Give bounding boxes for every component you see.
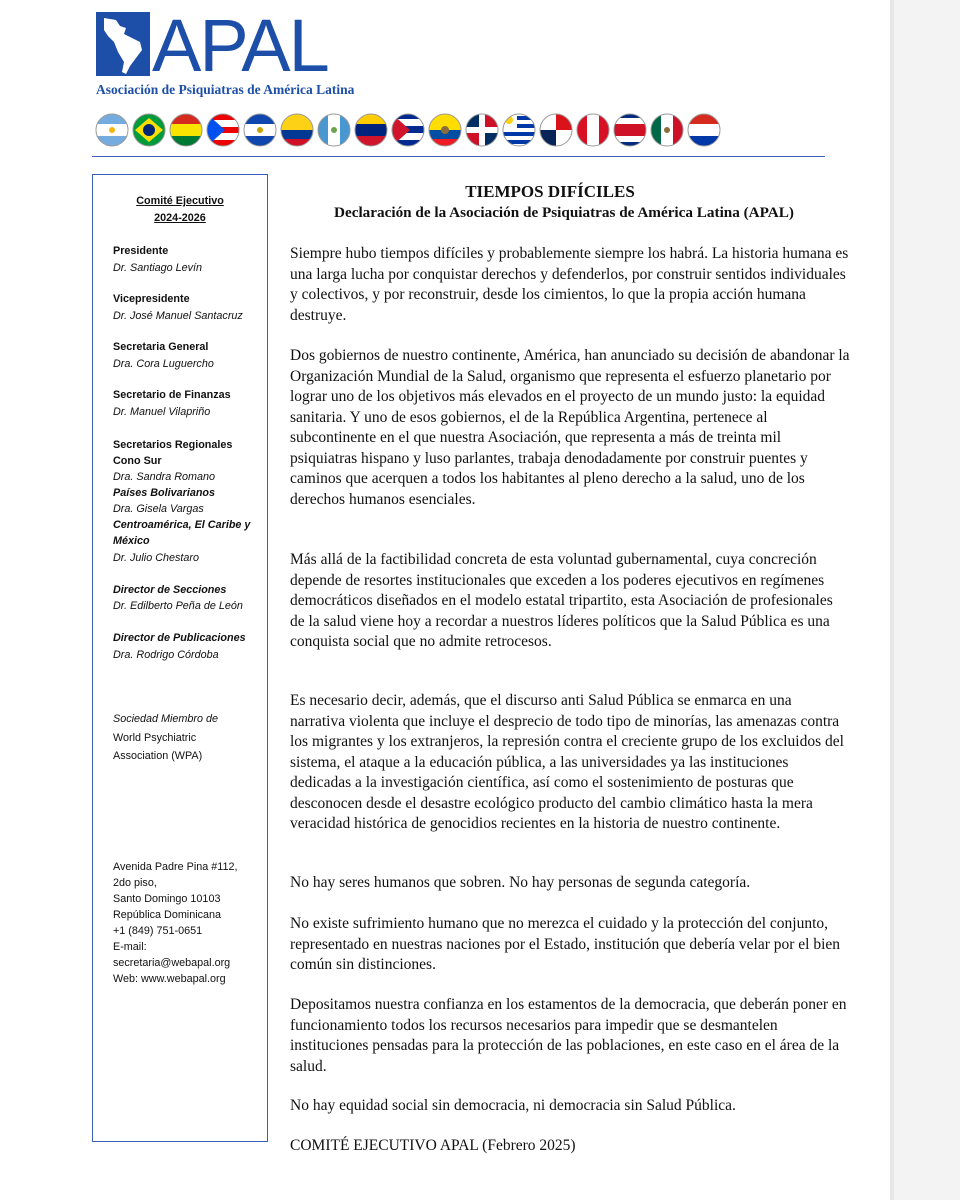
address-line-1: Avenida Padre Pina #112, (113, 861, 238, 873)
mexico-label: México (113, 535, 150, 547)
paragraph-2: Dos gobiernos de nuestro continente, América, han anunciado su decisión de abandonar la Organización Mundial de la Salud, organismo que representa el esfuerzo planetario por lograr uno de los objetivos más elevados en el proyecto de un mundo justo: la equidad sanitaria. Y uno de esos gobiernos, el de la República Argentina, pertenece al subcontinente en el que nuestra Asociación, que representa a más de treinta mil psiquiatras hispano y luso parlantes, trabaja denodadamente por construir puentes y caminos que acerquen a todos los habitantes al pleno derecho a la salud, uno de los derechos humanos esenciales. (290, 347, 850, 508)
logo-wordmark: APAL (152, 4, 328, 87)
executive-committee-sidebar (92, 174, 268, 1142)
secretary-general-name: Dra. Cora Luguercho (113, 358, 214, 370)
dominican-republic-flag-icon (464, 112, 500, 148)
latin-america-map-icon (96, 12, 150, 76)
brazil-flag-icon (131, 112, 167, 148)
publications-director-name: Dra. Rodrigo Córdoba (113, 649, 219, 661)
finance-secretary-name: Dr. Manuel Vilapriño (113, 406, 211, 418)
signature-line: COMITÉ EJECUTIVO APAL (Febrero 2025) (290, 1137, 576, 1154)
phone-number: +1 (849) 751-0651 (113, 925, 203, 937)
page-margin-strip (894, 0, 960, 1200)
paraguay-flag-icon (686, 112, 722, 148)
address-line-4: República Dominicana (113, 909, 222, 921)
member-line-3: Association (WPA) (113, 750, 203, 762)
colombia-flag-icon (279, 112, 315, 148)
ecuador-flag-icon (427, 112, 463, 148)
publications-director-label: Director de Publicaciones (113, 632, 246, 644)
committee-years: 2024-2026 (154, 212, 206, 224)
uruguay-flag-icon (501, 112, 537, 148)
centroamerica-label: Centroamérica, El Caribe y (113, 519, 251, 531)
sections-director-label: Director de Secciones (113, 584, 227, 596)
mexico-flag-icon (649, 112, 685, 148)
email-label: E-mail: (113, 941, 147, 953)
paragraph-6: No existe sufrimiento humano que no merezca el cuidado y la protección del conjunto, representado en nuestras naciones por el Estado, institución que debería velar por el bien común sin distinciones. (290, 915, 841, 973)
sections-director-name: Dr. Edilberto Peña de León (113, 600, 243, 612)
argentina-flag-icon (94, 112, 130, 148)
secretary-general-label: Secretaria General (113, 341, 209, 353)
peru-flag-icon (575, 112, 611, 148)
cuba-flag-icon (390, 112, 426, 148)
venezuela-flag-icon (353, 112, 389, 148)
member-line-2: World Psychiatric (113, 732, 197, 744)
president-name: Dr. Santiago Levín (113, 262, 203, 274)
logo-subtitle: Asociación de Psiquiatras de América Latina (96, 82, 355, 97)
regional-secretaries-label: Secretarios Regionales (113, 439, 233, 451)
paragraph-3: Más allá de la factibilidad concreta de esta voluntad gubernamental, cuya concreción depende de resortes institucionales que exceden a los poderes ejecutivos en regímenes democráticos diseñados en el modelo estatal tripartito, esta Asociación de profesionales de la salud viene hoy a recordar a nuestros líderes políticos que la Salud Pública es una conquista social que no admite retrocesos. (290, 551, 833, 650)
paragraph-5: No hay seres humanos que sobren. No hay personas de segunda categoría. (290, 874, 751, 891)
bolivarianos-label: Países Bolivarianos (113, 487, 216, 499)
website[interactable]: Web: www.webapal.org (113, 973, 226, 985)
centroamerica-name: Dr. Julio Chestaro (113, 552, 200, 564)
finance-secretary-label: Secretario de Finanzas (113, 389, 231, 401)
member-line-1: Sociedad Miembro de (113, 713, 219, 725)
committee-title: Comité Ejecutivo (136, 195, 224, 207)
email-address[interactable]: secretaria@webapal.org (113, 957, 231, 969)
declaration-title: TIEMPOS DIFÍCILES (465, 182, 635, 201)
declaration-subtitle: Declaración de la Asociación de Psiquiatras de América Latina (APAL) (334, 204, 794, 221)
bolivia-flag-icon (168, 112, 204, 148)
president-label: Presidente (113, 245, 169, 257)
vicepresident-label: Vicepresidente (113, 293, 190, 305)
vicepresident-name: Dr. José Manuel Santacruz (113, 310, 243, 322)
costa-rica-flag-icon (612, 112, 648, 148)
cono-sur-name: Dra. Sandra Romano (113, 471, 216, 483)
cono-sur-label: Cono Sur (113, 455, 162, 467)
el-salvador-flag-icon (242, 112, 278, 148)
paragraph-1: Siempre hubo tiempos difíciles y probablemente siempre los habrá. La historia humana es una larga lucha por conquistar derechos y defenderlos, por construir sentidos individuales y colectivos, y por reconstruir, desde los cimientos, lo que la propia acción humana destruye. (290, 245, 849, 324)
paragraph-4: Es necesario decir, además, que el discurso anti Salud Pública se enmarca en una narrativa violenta que incluye el desprecio de todo tipo de minorías, las amenazas contra los migrantes y los extranjeros, la represión contra el creciente grupo de los excluidos del sistema, el ataque a la educación pública, a las universidades ya las instituciones dedicadas a la investigación científica, así como el sostenimiento de posturas que desconocen desde el desastre ecológico producto del cambio climático hasta la mera veracidad histórica de genocidios recientes en la historia de nuestro continente. (290, 692, 844, 832)
guatemala-flag-icon (316, 112, 352, 148)
address-line-3: Santo Domingo 10103 (113, 893, 221, 905)
bolivarianos-name: Dra. Gisela Vargas (113, 503, 204, 515)
address-line-2: 2do piso, (113, 877, 157, 889)
puerto-rico-flag-icon (205, 112, 241, 148)
paragraph-7: Depositamos nuestra confianza en los estamentos de la democracia, que deberán poner en funcionamiento todos los recursos necesarios para impedir que se desmantelen instituciones pensadas para la protección de las poblaciones, en este caso en el área de la salud. (290, 996, 847, 1075)
header-divider (92, 156, 825, 157)
paragraph-8: No hay equidad social sin democracia, ni democracia sin Salud Pública. (290, 1097, 736, 1114)
panama-flag-icon (538, 112, 574, 148)
